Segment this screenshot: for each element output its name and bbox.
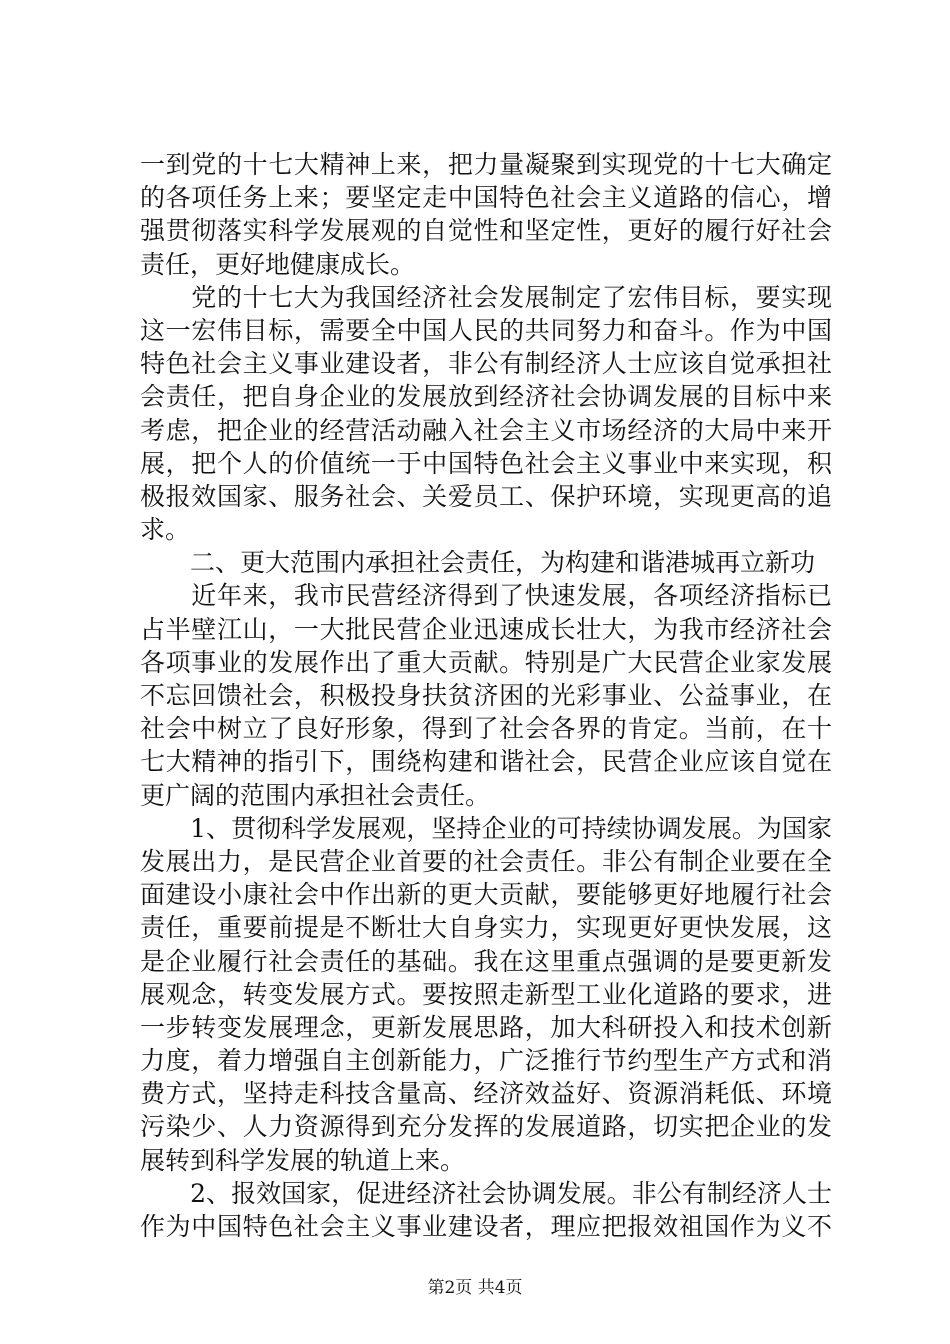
text-line: 2、报效国家，促进经济社会协调发展。非公有制经济人士 — [140, 1178, 832, 1208]
text-line: 面建设小康社会中作出新的更大贡献，要能够更好地履行社会 — [140, 880, 832, 910]
text-line: 各项事业的发展作出了重大贡献。特别是广大民营企业家发展 — [140, 647, 832, 677]
text-line: 展观念，转变发展方式。要按照走新型工业化道路的要求，进 — [140, 979, 832, 1009]
text-line: 党的十七大为我国经济社会发展制定了宏伟目标，要实现 — [140, 282, 832, 312]
text-line: 作为中国特色社会主义事业建设者，理应把报效祖国作为义不 — [140, 1212, 832, 1241]
text-line: 费方式，坚持走科技含量高、经济效益好、资源消耗低、环境 — [140, 1079, 832, 1109]
text-line: 一到党的十七大精神上来，把力量凝聚到实现党的十七大确定 — [140, 150, 832, 179]
text-line: 责任，更好地健康成长。 — [140, 249, 416, 279]
text-line: 考虑，把企业的经营活动融入社会主义市场经济的大局中来开 — [140, 415, 832, 445]
text-line: 二、更大范围内承担社会责任，为构建和谐港城再立新功 — [140, 548, 816, 578]
text-line: 占半壁江山，一大批民营企业迅速成长壮大，为我市经济社会 — [140, 614, 832, 644]
text-line: 展转到科学发展的轨道上来。 — [140, 1145, 466, 1175]
text-line: 一步转变发展理念，更新发展思路，加大科研投入和技术创新 — [140, 1012, 832, 1042]
text-line: 力度，着力增强自主创新能力，广泛推行节约型生产方式和消 — [140, 1046, 832, 1076]
text-line: 这一宏伟目标，需要全中国人民的共同努力和奋斗。作为中国 — [140, 315, 832, 345]
text-line: 求。 — [140, 515, 191, 545]
text-line: 发展出力，是民营企业首要的社会责任。非公有制企业要在全 — [140, 846, 832, 876]
text-line: 不忘回馈社会，积极投身扶贫济困的光彩事业、公益事业，在 — [140, 681, 832, 710]
page-footer: 第2页 共4页 — [427, 1278, 523, 1298]
text-line: 会责任，把自身企业的发展放到经济社会协调发展的目标中来 — [140, 382, 832, 412]
text-line: 极报效国家、服务社会、关爱员工、保护环境，实现更高的追 — [140, 481, 832, 511]
text-line: 责任，重要前提是不断壮大自身实力，实现更好更快发展，这 — [140, 913, 832, 943]
text-line: 强贯彻落实科学发展观的自觉性和坚定性，更好的履行好社会 — [140, 216, 832, 246]
text-line: 1、贯彻科学发展观，坚持企业的可持续协调发展。为国家 — [140, 813, 832, 843]
text-line: 的各项任务上来；要坚定走中国特色社会主义道路的信心，增 — [140, 183, 832, 213]
text-line: 污染少、人力资源得到充分发挥的发展道路，切实把企业的发 — [140, 1112, 832, 1142]
document-body — [140, 148, 832, 1243]
text-line: 近年来，我市民营经济得到了快速发展，各项经济指标已 — [140, 581, 832, 611]
text-line: 七大精神的指引下，围绕构建和谐社会，民营企业应该自觉在 — [140, 747, 832, 777]
text-line: 是企业履行社会责任的基础。我在这里重点强调的是要更新发 — [140, 946, 832, 976]
text-line: 特色社会主义事业建设者，非公有制经济人士应该自觉承担社 — [140, 349, 832, 379]
text-line: 更广阔的范围内承担社会责任。 — [140, 780, 491, 810]
text-line: 社会中树立了良好形象，得到了社会各界的肯定。当前，在十 — [140, 714, 832, 744]
text-line: 展，把个人的价值统一于中国特色社会主义事业中来实现，积 — [140, 448, 832, 478]
